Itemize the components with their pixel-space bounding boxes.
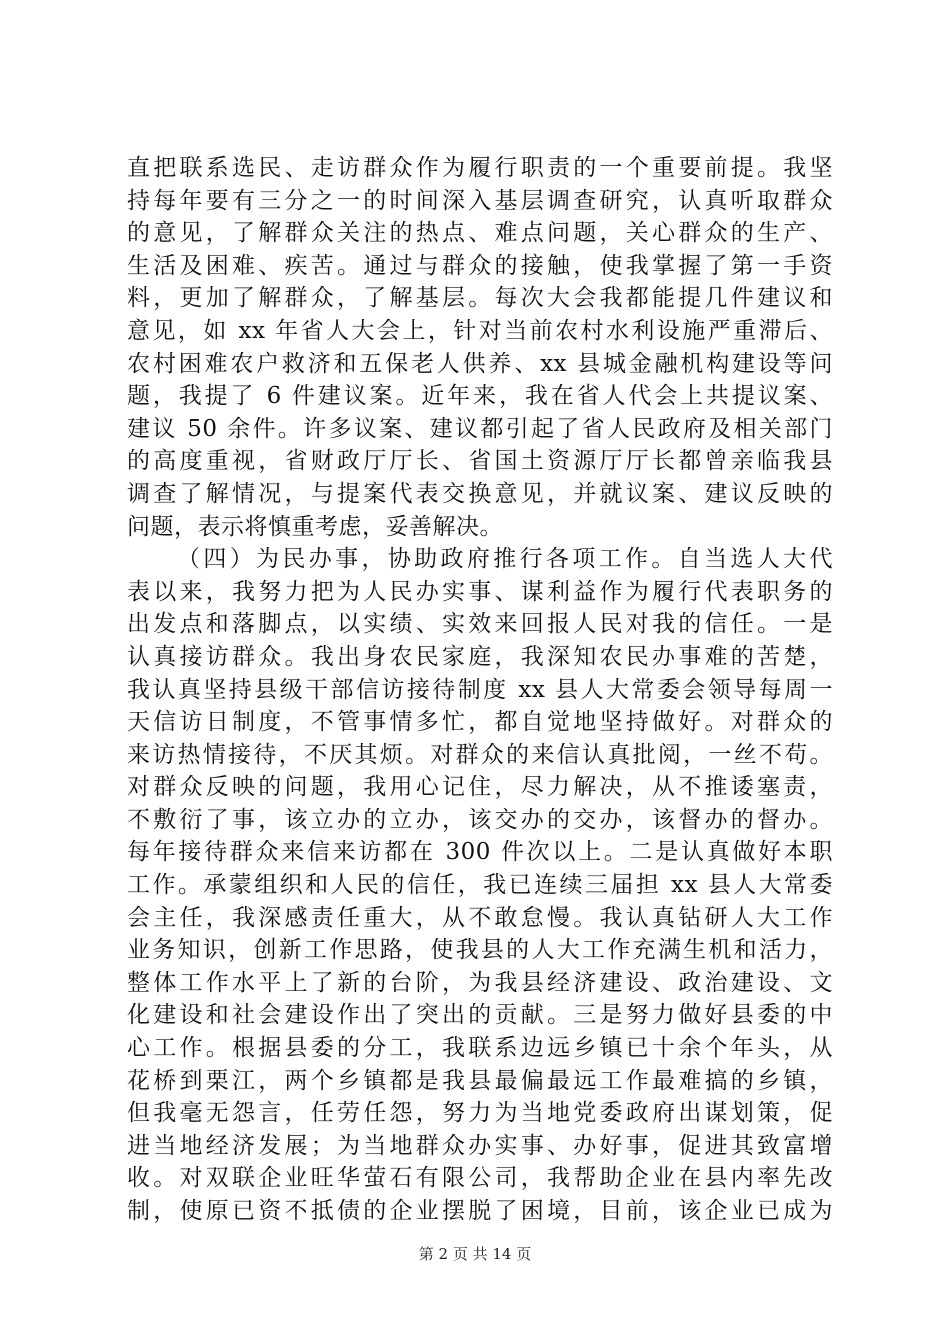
text-line: 表以来，我努力把为人民办实事、谋利益作为履行代表职务的 (127, 578, 833, 605)
text-line: 对群众反映的问题，我用心记住，尽力解决，从不推诿塞责， (127, 774, 833, 801)
text-line: 持每年要有三分之一的时间深入基层调查研究，认真听取群众 (127, 187, 833, 214)
document-body (127, 152, 833, 1228)
text-line: 但我毫无怨言，任劳任怨，努力为当地党委政府出谋划策，促 (127, 1100, 833, 1127)
text-line: 收。对双联企业旺华萤石有限公司，我帮助企业在县内率先改 (127, 1165, 833, 1192)
text-line: 每年接待群众来信来访都在 300 件次以上。二是认真做好本职 (127, 839, 833, 866)
text-line: 的意见，了解群众关注的热点、难点问题，关心群众的生产、 (127, 220, 833, 247)
text-line: 料，更加了解群众，了解基层。每次大会我都能提几件建议和 (127, 285, 833, 312)
text-line: 会主任，我深感责任重大，从不敢怠慢。我认真钻研人大工作 (127, 904, 833, 931)
text-line: 来访热情接待，不厌其烦。对群众的来信认真批阅，一丝不苟。 (127, 741, 833, 768)
text-line: 生活及困难、疾苦。通过与群众的接触，使我掌握了第一手资 (127, 252, 833, 279)
text-line: 制，使原已资不抵债的企业摆脱了困境，目前，该企业已成为 (127, 1198, 833, 1224)
text-line: 直把联系选民、走访群众作为履行职责的一个重要前提。我坚 (127, 155, 833, 181)
text-line: 不敷衍了事，该立办的立办，该交办的交办，该督办的督办。 (127, 806, 833, 833)
text-line: 进当地经济发展；为当地群众办实事、办好事，促进其致富增 (127, 1132, 833, 1159)
paragraph-heading-line: （四）为民办事，协助政府推行各项工作。自当选人大代 (177, 546, 833, 573)
text-line: 调查了解情况，与提案代表交换意见，并就议案、建议反映的 (127, 480, 833, 507)
text-line: 天信访日制度，不管事情多忙，都自觉地坚持做好。对群众的 (127, 709, 833, 736)
text-line: 整体工作水平上了新的台阶，为我县经济建设、政治建设、文 (127, 969, 833, 996)
text-line: 认真接访群众。我出身农民家庭，我深知农民办事难的苦楚， (127, 643, 833, 670)
text-line: 心工作。根据县委的分工，我联系边远乡镇已十余个年头，从 (127, 1035, 833, 1062)
text-line: 意见，如 xx 年省人大会上，针对当前农村水利设施严重滞后、 (127, 317, 833, 344)
text-line: 建议 50 余件。许多议案、建议都引起了省人民政府及相关部门 (127, 415, 833, 442)
text-line: 问题，表示将慎重考虑，妥善解决。 (127, 513, 503, 540)
text-line: 花桥到栗江，两个乡镇都是我县最偏最远工作最难搞的乡镇， (127, 1067, 833, 1094)
text-line: 化建设和社会建设作出了突出的贡献。三是努力做好县委的中 (127, 1002, 833, 1029)
text-line: 的高度重视，省财政厅厅长、省国土资源厅厅长都曾亲临我县 (127, 448, 833, 475)
text-line: 农村困难农户救济和五保老人供养、xx 县城金融机构建设等问 (127, 350, 833, 377)
page-footer: 第 2 页 共 14 页 (418, 1245, 532, 1263)
text-line: 题，我提了 6 件建议案。近年来，我在省人代会上共提议案、 (127, 383, 833, 410)
text-line: 我认真坚持县级干部信访接待制度 xx 县人大常委会领导每周一 (127, 676, 833, 703)
text-line: 业务知识，创新工作思路，使我县的人大工作充满生机和活力， (127, 937, 833, 964)
text-line: 出发点和落脚点，以实绩、实效来回报人民对我的信任。一是 (127, 611, 833, 638)
text-line: 工作。承蒙组织和人民的信任，我已连续三届担 xx 县人大常委 (127, 872, 833, 899)
